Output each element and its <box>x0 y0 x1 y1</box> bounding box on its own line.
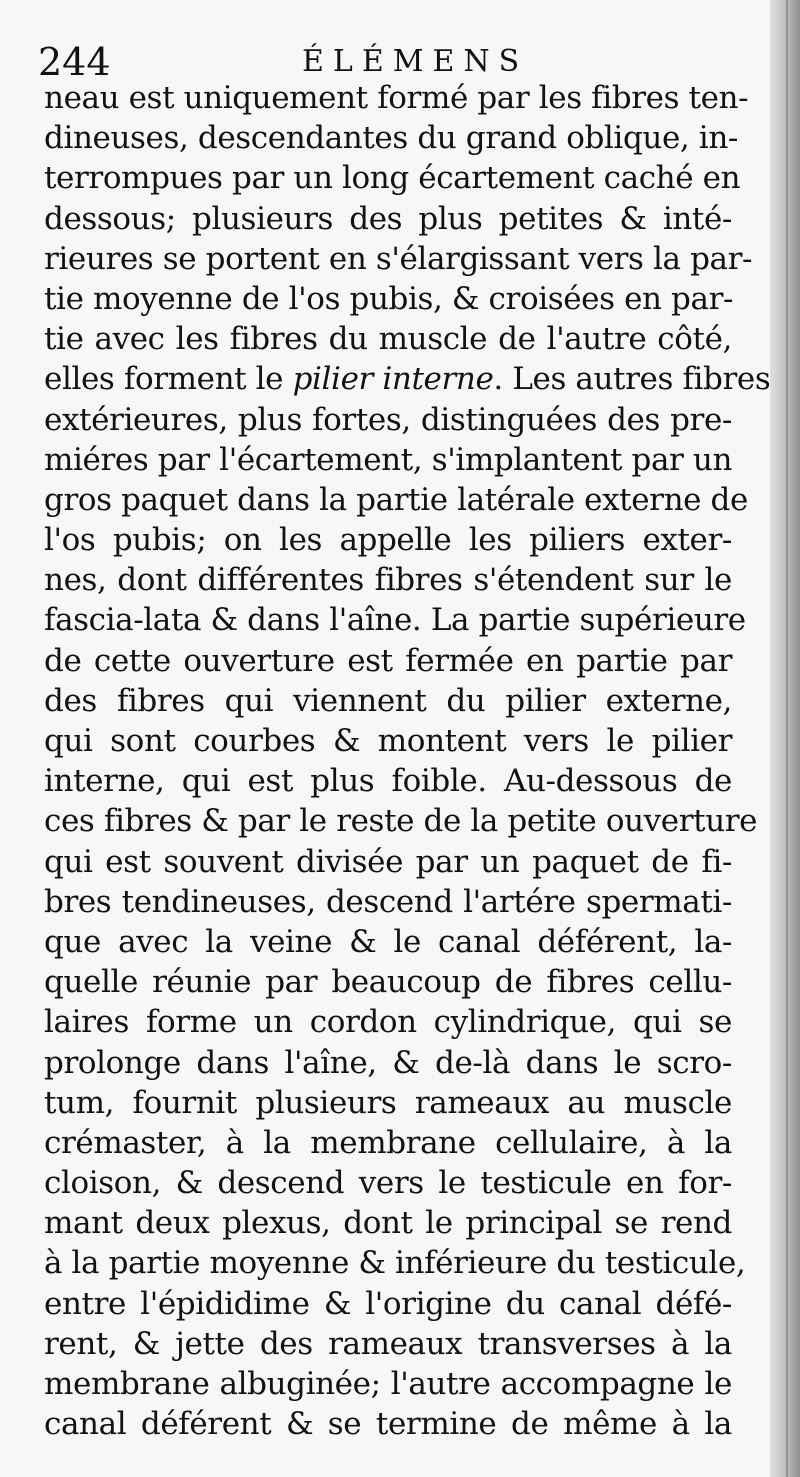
text-line: neau est uniquement formé par les fibres ten- <box>44 80 749 116</box>
text-line: membrane albuginée; l'autre accompagne le <box>44 1366 732 1402</box>
text-line: rent, & jette des rameaux transverses à la <box>44 1325 732 1362</box>
text-line: que avec la veine & le canal déférent, la- <box>44 923 732 960</box>
italic-term-pilier-interne: pilier interne <box>292 361 494 398</box>
text-line: rieures se portent en s'élargissant vers la par- <box>44 240 753 277</box>
text-line: tie avec les fibres du muscle de l'autre côté, <box>44 321 732 358</box>
text-line: fascia-lata & dans l'aîne. La partie supérieure <box>44 602 746 639</box>
text-line: qui est souvent divisée par un paquet de fi- <box>44 843 732 880</box>
text-line: miéres par l'écartement, s'implantent par un <box>44 441 733 478</box>
text-line: crémaster, à la membrane cellulaire, à la <box>44 1124 732 1161</box>
text-line: quelle réunie par beaucoup de fibres cellu- <box>44 964 732 1001</box>
text-line: interne, qui est plus foible. Au-dessous de <box>44 763 732 800</box>
text-line: laires forme un cordon cylindrique, qui se <box>44 1004 732 1041</box>
text-line: canal déférent & se termine de même à la <box>44 1406 732 1443</box>
text-line: l'os pubis; on les appelle les piliers exter- <box>44 522 732 559</box>
text-line: qui sont courbes & montent vers le pilier <box>44 723 732 759</box>
text-line: tum, fournit plusieurs rameaux au muscle <box>44 1084 732 1121</box>
page-number: 244 <box>38 40 111 84</box>
text-line: entre l'épididime & l'origine du canal défé- <box>44 1285 732 1322</box>
text-line-start: elles forment le <box>44 361 293 398</box>
text-line: extérieures, plus fortes, distinguées des pre- <box>44 401 732 438</box>
text-line: cloison, & descend vers le testicule en for- <box>44 1165 732 1202</box>
text-line: mant deux plexus, dont le principal se rend <box>44 1205 732 1242</box>
page-edge <box>770 0 800 1477</box>
text-line: prolonge dans l'aîne, & de-là dans le scro- <box>44 1044 732 1081</box>
body-text <box>44 78 771 1444</box>
text-line: des fibres qui viennent du pilier externe, <box>44 682 732 719</box>
text-line: tie moyenne de l'os pubis, & croisées en par- <box>44 280 734 317</box>
text-line-end: . Les autres fibres <box>493 361 771 398</box>
text-line: terrompues par un long écartement caché en <box>44 160 741 197</box>
page-gutter-line <box>786 0 788 1477</box>
text-line: ces fibres & par le reste de la petite ouverture <box>44 803 758 840</box>
running-title: ÉLÉMENS <box>302 44 529 79</box>
text-line: à la partie moyenne & inférieure du testicule, <box>44 1245 746 1282</box>
text-line: nes, dont différentes fibres s'étendent sur le <box>44 562 732 599</box>
text-line: de cette ouverture est fermée en partie par <box>44 642 732 679</box>
text-line: dessous; plusieurs des plus petites & inté- <box>44 200 732 237</box>
text-line: bres tendineuses, descend l'artére spermati- <box>44 883 732 920</box>
text-line: dineuses, descendantes du grand oblique, in- <box>44 120 738 157</box>
text-line: gros paquet dans la partie latérale externe de <box>44 481 748 518</box>
text-line-with-italic <box>44 359 771 399</box>
